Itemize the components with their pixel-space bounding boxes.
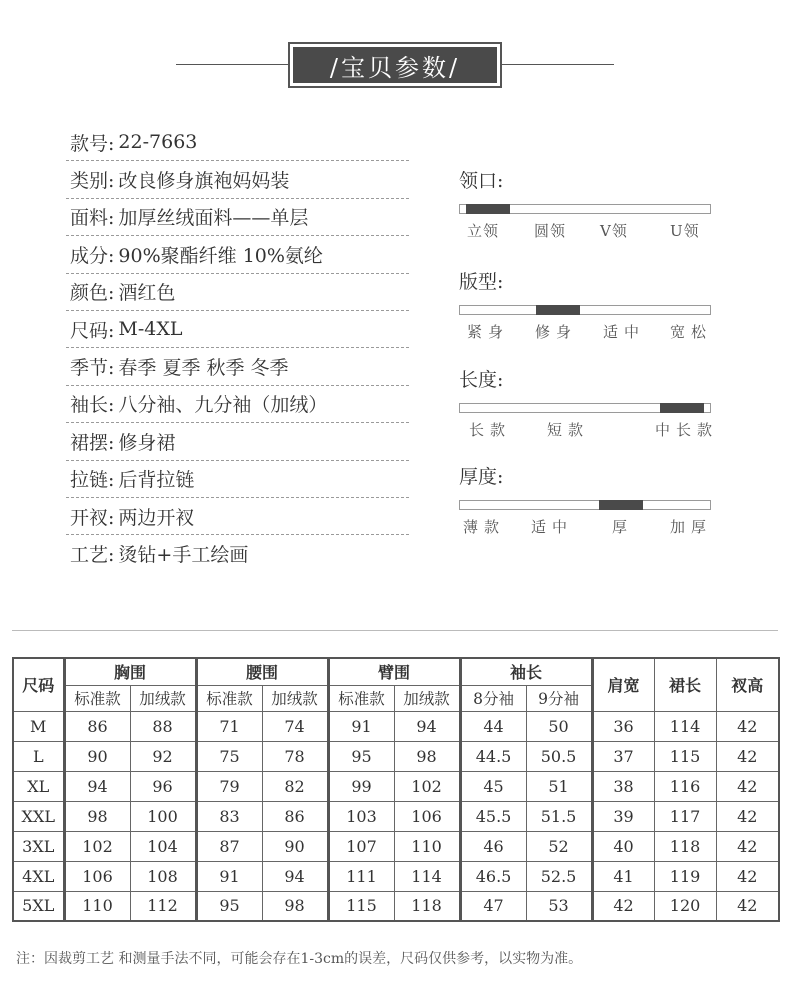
measurement-cell: 42 — [716, 861, 779, 891]
param-key: 成分 : — [70, 241, 114, 268]
param-row-hem — [66, 423, 409, 460]
section-divider — [12, 630, 778, 631]
measurement-cell: 103 — [328, 801, 394, 831]
table-row — [13, 771, 779, 801]
attr-scale-bar — [459, 500, 711, 510]
measurement-cell: 75 — [196, 741, 262, 771]
measurement-cell: 110 — [64, 891, 130, 921]
size-table-header-row — [13, 658, 779, 685]
sub-header: 加绒款 — [262, 685, 328, 711]
measurement-cell: 51 — [526, 771, 592, 801]
measurement-cell: 112 — [130, 891, 196, 921]
attr-selected-fill — [536, 305, 580, 315]
attr-label: 长款 — [469, 421, 512, 439]
measurement-cell: 100 — [130, 801, 196, 831]
product-params-list — [66, 124, 409, 573]
arm-group-header: 臂围 — [328, 658, 460, 685]
measurement-cell: 86 — [64, 711, 130, 741]
measurement-cell: 41 — [592, 861, 654, 891]
attr-collar — [459, 166, 713, 240]
size-label-cell: 3XL — [13, 831, 64, 861]
measurement-cell: 118 — [394, 891, 460, 921]
param-key: 尺码 : — [70, 316, 114, 343]
measurement-cell: 37 — [592, 741, 654, 771]
param-row-craft — [66, 535, 409, 572]
measurement-cell: 51.5 — [526, 801, 592, 831]
measurement-cell: 90 — [64, 741, 130, 771]
size-column-header: 尺码 — [13, 658, 64, 711]
measurement-cell: 45 — [460, 771, 526, 801]
sub-header: 标准款 — [328, 685, 394, 711]
attr-title: 长度 : — [459, 365, 713, 393]
shoulder-column-header: 肩宽 — [592, 658, 654, 711]
param-key: 面料 : — [70, 203, 114, 230]
attr-label: 短款 — [547, 421, 590, 439]
sub-header: 8分袖 — [460, 685, 526, 711]
param-value: 改良修身旗袍妈妈装 — [118, 170, 290, 193]
measurement-cell: 91 — [196, 861, 262, 891]
measurement-cell: 42 — [716, 711, 779, 741]
attr-label: U领 — [670, 222, 700, 240]
measurement-cell: 106 — [394, 801, 460, 831]
param-row-size — [66, 311, 409, 348]
measurement-cell: 50 — [526, 711, 592, 741]
attr-labels — [459, 419, 719, 439]
measurement-cell: 74 — [262, 711, 328, 741]
attr-label: 适中 — [603, 323, 646, 341]
param-value: 春季 夏季 秋季 冬季 — [118, 357, 289, 380]
param-key: 季节 : — [70, 353, 114, 380]
attr-label: V领 — [600, 222, 628, 240]
measurement-cell: 44 — [460, 711, 526, 741]
size-label-cell: XL — [13, 771, 64, 801]
measurement-cell: 115 — [328, 891, 394, 921]
param-row-zipper — [66, 461, 409, 498]
measurement-cell: 110 — [394, 831, 460, 861]
attr-title: 厚度 : — [459, 462, 713, 490]
param-key: 款号 : — [70, 129, 114, 156]
measurement-cell: 46.5 — [460, 861, 526, 891]
attr-selected-fill — [599, 500, 643, 510]
measurement-cell: 99 — [328, 771, 394, 801]
measurement-cell: 50.5 — [526, 741, 592, 771]
section-title-box — [288, 42, 502, 88]
param-key: 颜色 : — [70, 278, 114, 305]
measurement-cell: 53 — [526, 891, 592, 921]
param-value: 两边开衩 — [118, 506, 195, 529]
measurement-cell: 115 — [654, 741, 716, 771]
measurement-cell: 102 — [394, 771, 460, 801]
measurement-cell: 96 — [130, 771, 196, 801]
measurement-cell: 114 — [654, 711, 716, 741]
param-value: 酒红色 — [118, 282, 176, 305]
measurement-cell: 42 — [716, 801, 779, 831]
measurement-cell: 42 — [592, 891, 654, 921]
attr-scale-bar — [459, 204, 711, 214]
param-row-season — [66, 348, 409, 385]
measurement-cell: 88 — [130, 711, 196, 741]
attr-labels — [459, 220, 713, 240]
measurement-cell: 45.5 — [460, 801, 526, 831]
measurement-cell: 40 — [592, 831, 654, 861]
size-label-cell: 5XL — [13, 891, 64, 921]
attr-label: 宽松 — [670, 323, 713, 341]
measurement-cell: 116 — [654, 771, 716, 801]
measurement-cell: 98 — [262, 891, 328, 921]
param-row-category — [66, 161, 409, 198]
measurement-cell: 47 — [460, 891, 526, 921]
attr-scale-bar — [459, 305, 711, 315]
attr-labels — [459, 516, 713, 536]
param-value: 烫钻+手工绘画 — [118, 544, 249, 567]
measurement-cell: 42 — [716, 891, 779, 921]
param-value: 加厚丝绒面料——单层 — [118, 207, 309, 230]
measurement-cell: 36 — [592, 711, 654, 741]
table-row — [13, 801, 779, 831]
size-table-body — [13, 711, 779, 921]
param-key: 开衩 : — [70, 503, 114, 530]
measurement-cell: 94 — [262, 861, 328, 891]
attr-label: 中长款 — [655, 421, 719, 439]
measurement-cell: 52 — [526, 831, 592, 861]
param-value: 后背拉链 — [118, 469, 195, 492]
chest-group-header: 胸围 — [64, 658, 196, 685]
attr-thickness — [459, 462, 713, 536]
measurement-cell: 111 — [328, 861, 394, 891]
sub-header: 标准款 — [196, 685, 262, 711]
table-row — [13, 741, 779, 771]
measurement-cell: 78 — [262, 741, 328, 771]
measurement-cell: 38 — [592, 771, 654, 801]
attr-title: 版型 : — [459, 267, 713, 295]
param-row-composition — [66, 236, 409, 273]
table-row — [13, 831, 779, 861]
measurement-cell: 98 — [64, 801, 130, 831]
measurement-cell: 83 — [196, 801, 262, 831]
measurement-cell: 52.5 — [526, 861, 592, 891]
measurement-note: 注：因裁剪工艺 和测量手法不同，可能会存在1-3cm的误差，尺码仅供参考，以实物为准。 — [16, 951, 583, 967]
attr-fit — [459, 267, 713, 341]
attr-length — [459, 365, 719, 439]
size-label-cell: XXL — [13, 801, 64, 831]
param-row-color — [66, 274, 409, 311]
measurement-cell: 82 — [262, 771, 328, 801]
attr-labels — [459, 321, 713, 341]
size-table — [12, 657, 780, 922]
measurement-cell: 42 — [716, 771, 779, 801]
slit-height-column-header: 衩高 — [716, 658, 779, 711]
measurement-cell: 120 — [654, 891, 716, 921]
param-value: 90%聚酯纤维 10%氨纶 — [118, 244, 323, 267]
measurement-cell: 79 — [196, 771, 262, 801]
attr-label: 适中 — [531, 518, 574, 536]
measurement-cell: 87 — [196, 831, 262, 861]
attr-label: 立领 — [467, 222, 500, 240]
measurement-cell: 106 — [64, 861, 130, 891]
param-value: 22-7663 — [118, 131, 198, 154]
sub-header: 9分袖 — [526, 685, 592, 711]
skirt-length-column-header: 裙长 — [654, 658, 716, 711]
measurement-cell: 104 — [130, 831, 196, 861]
attr-label: 厚 — [612, 518, 629, 536]
param-row-slit — [66, 498, 409, 535]
sleeve-group-header: 袖长 — [460, 658, 592, 685]
attr-label: 圆领 — [534, 222, 567, 240]
measurement-cell: 39 — [592, 801, 654, 831]
param-key: 工艺 : — [70, 540, 114, 567]
attr-selected-fill — [466, 204, 510, 214]
table-row — [13, 891, 779, 921]
measurement-cell: 98 — [394, 741, 460, 771]
measurement-cell: 86 — [262, 801, 328, 831]
sub-header: 加绒款 — [394, 685, 460, 711]
attr-selected-fill — [660, 403, 704, 413]
waist-group-header: 腰围 — [196, 658, 328, 685]
measurement-cell: 46 — [460, 831, 526, 861]
param-value: M-4XL — [118, 318, 183, 341]
param-value: 八分袖、九分袖（加绒） — [118, 394, 328, 417]
measurement-cell: 44.5 — [460, 741, 526, 771]
sub-header: 标准款 — [64, 685, 130, 711]
table-row — [13, 711, 779, 741]
param-key: 类别 : — [70, 166, 114, 193]
size-label-cell: M — [13, 711, 64, 741]
measurement-cell: 107 — [328, 831, 394, 861]
param-row-sleeve — [66, 386, 409, 423]
size-label-cell: 4XL — [13, 861, 64, 891]
measurement-cell: 118 — [654, 831, 716, 861]
param-row-fabric — [66, 199, 409, 236]
attr-scale-bar — [459, 403, 711, 413]
header-line-right — [502, 64, 614, 65]
param-key: 拉链 : — [70, 465, 114, 492]
attr-title: 领口 : — [459, 166, 713, 194]
measurement-cell: 90 — [262, 831, 328, 861]
size-label-cell: L — [13, 741, 64, 771]
measurement-cell: 102 — [64, 831, 130, 861]
measurement-cell: 95 — [328, 741, 394, 771]
measurement-cell: 92 — [130, 741, 196, 771]
attr-label: 薄款 — [463, 518, 506, 536]
sub-header: 加绒款 — [130, 685, 196, 711]
section-title: /宝贝参数/ — [293, 47, 497, 83]
measurement-cell: 117 — [654, 801, 716, 831]
attr-label: 加厚 — [670, 518, 713, 536]
param-value: 修身裙 — [118, 431, 176, 454]
measurement-cell: 95 — [196, 891, 262, 921]
measurement-cell: 94 — [64, 771, 130, 801]
measurement-cell: 91 — [328, 711, 394, 741]
param-key: 裙摆 : — [70, 428, 114, 455]
measurement-cell: 71 — [196, 711, 262, 741]
measurement-cell: 42 — [716, 741, 779, 771]
header-line-left — [176, 64, 288, 65]
attr-label: 紧身 — [467, 323, 510, 341]
param-row-style-number — [66, 124, 409, 161]
measurement-cell: 94 — [394, 711, 460, 741]
param-key: 袖长 : — [70, 390, 114, 417]
measurement-cell: 42 — [716, 831, 779, 861]
measurement-cell: 119 — [654, 861, 716, 891]
measurement-cell: 114 — [394, 861, 460, 891]
table-row — [13, 861, 779, 891]
attr-label: 修身 — [535, 323, 578, 341]
measurement-cell: 108 — [130, 861, 196, 891]
